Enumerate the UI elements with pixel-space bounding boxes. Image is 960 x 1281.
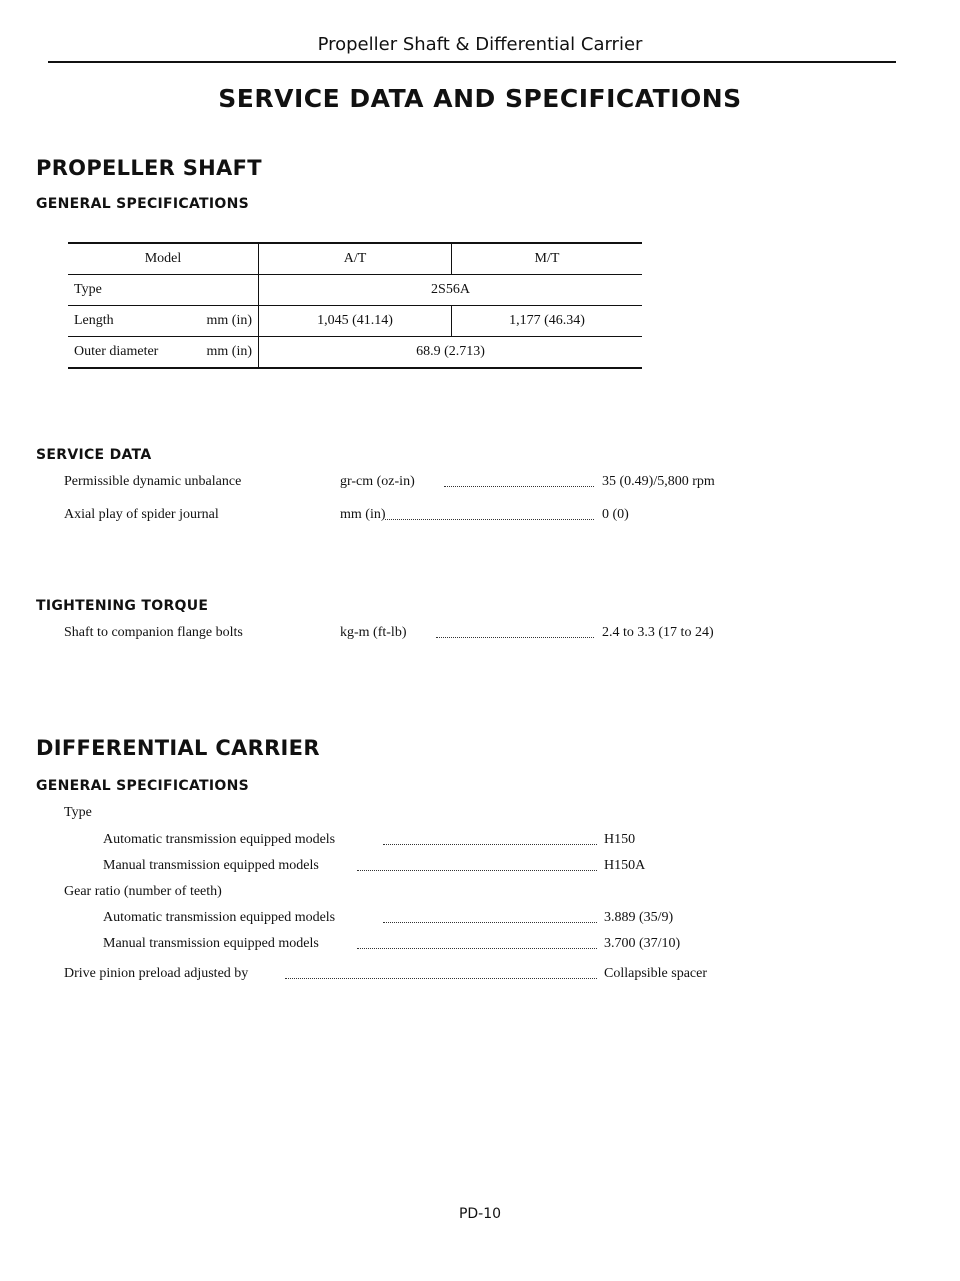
- dot-leader: [383, 922, 597, 923]
- torque-row-label: Shaft to companion flange bolts: [64, 625, 243, 640]
- type-row-value: H150: [604, 832, 636, 847]
- type-row-label: Automatic transmission equipped models: [103, 832, 336, 847]
- type-row-value: H150A: [604, 858, 646, 873]
- gear-row-value: 3.889 (35/9): [604, 910, 674, 925]
- outer-diameter-label: Outer diameter: [74, 344, 159, 359]
- section-heading-differential-carrier: DIFFERENTIAL CARRIER: [36, 736, 320, 760]
- outer-diameter-unit: mm (in): [206, 344, 252, 359]
- preload-value: Collapsible spacer: [604, 966, 708, 981]
- dot-leader: [357, 948, 597, 949]
- subheading-service-data: SERVICE DATA: [36, 447, 152, 463]
- dot-leader: [444, 486, 594, 487]
- service-row-unit: gr-cm (oz-in): [340, 474, 415, 489]
- subheading-general-specifications: GENERAL SPECIFICATIONS: [36, 778, 249, 794]
- length-unit: mm (in): [206, 313, 252, 328]
- preload-label: Drive pinion preload adjusted by: [64, 966, 249, 981]
- subheading-tightening-torque: TIGHTENING TORQUE: [36, 598, 209, 614]
- length-label-cell: [68, 306, 259, 337]
- running-header: Propeller Shaft & Differential Carrier: [317, 34, 643, 55]
- torque-row-value: 2.4 to 3.3 (17 to 24): [602, 625, 714, 640]
- service-row-value: 35 (0.49)/5,800 rpm: [602, 474, 715, 489]
- column-header-at: A/T: [259, 243, 452, 275]
- dot-leader: [357, 870, 597, 871]
- dot-leader: [385, 519, 594, 520]
- service-row-unit: mm (in): [340, 507, 386, 522]
- type-value: 2S56A: [259, 275, 643, 306]
- gear-row-label: Automatic transmission equipped models: [103, 910, 336, 925]
- dot-leader: [436, 637, 594, 638]
- gear-row-label: Manual transmission equipped models: [103, 936, 319, 951]
- table-row: [68, 275, 642, 306]
- page-title: SERVICE DATA AND SPECIFICATIONS: [218, 84, 742, 113]
- gear-ratio-label: Gear ratio (number of teeth): [64, 884, 222, 899]
- table-row: [68, 306, 642, 337]
- service-row-label: Axial play of spider journal: [64, 507, 219, 522]
- gear-row-value: 3.700 (37/10): [604, 936, 681, 951]
- length-label: Length: [74, 313, 114, 328]
- length-at-value: 1,045 (41.14): [259, 306, 452, 337]
- propeller-shaft-spec-table: [68, 242, 642, 369]
- table-row: [68, 243, 642, 275]
- type-row-label: Manual transmission equipped models: [103, 858, 319, 873]
- table-row: [68, 337, 642, 369]
- outer-diameter-label-cell: [68, 337, 259, 369]
- header-rule: [48, 61, 896, 63]
- service-row-value: 0 (0): [602, 507, 629, 522]
- page-number: PD-10: [458, 1206, 502, 1222]
- torque-row-unit: kg-m (ft-lb): [340, 625, 407, 640]
- type-label: Type: [64, 805, 92, 820]
- section-heading-propeller-shaft: PROPELLER SHAFT: [36, 156, 262, 180]
- subheading-general-specifications: GENERAL SPECIFICATIONS: [36, 196, 249, 212]
- service-row-label: Permissible dynamic unbalance: [64, 474, 242, 489]
- column-header-mt: M/T: [452, 243, 643, 275]
- dot-leader: [383, 844, 597, 845]
- dot-leader: [285, 978, 597, 979]
- type-label: Type: [68, 275, 259, 306]
- outer-diameter-value: 68.9 (2.713): [259, 337, 643, 369]
- length-mt-value: 1,177 (46.34): [452, 306, 643, 337]
- model-label: Model: [68, 243, 259, 275]
